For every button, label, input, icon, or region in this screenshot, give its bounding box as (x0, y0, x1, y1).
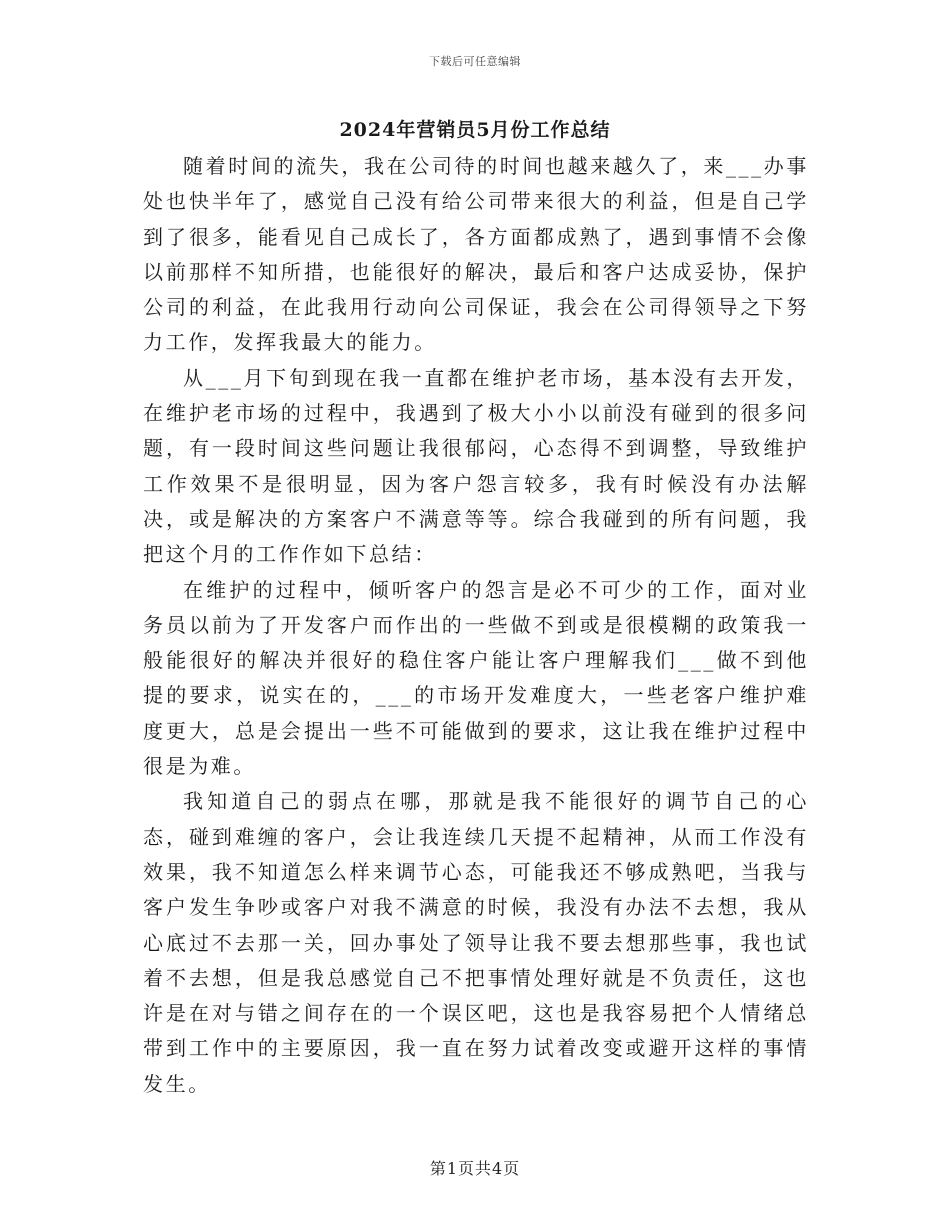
page-number: 第1页共4页 (429, 1159, 521, 1178)
document-body (143, 149, 809, 1102)
document-title: 2024年营销员5月份工作总结 (339, 119, 611, 141)
paragraph: 在维护的过程中，倾听客户的怨言是必不可少的工作，面对业务员以前为了开发客户而作出的一些做不到或是很模糊的政策我一般能很好的解决并很好的稳住客户能让客户理解我们___做不到他提的要求，说实在的，___的市场开发难度大，一些老客户维护难度更大，总是会提出一些不可能做到的要求，这让我在维护过程中很是为难。 (143, 577, 809, 779)
paragraph: 我知道自己的弱点在哪，那就是我不能很好的调节自己的心态，碰到难缠的客户，会让我连续几天提不起精神，从而工作没有效果，我不知道怎么样来调节心态，可能我还不够成熟吧，当我与客户发生争吵或客户对我不满意的时候，我没有办法不去想，我从心底过不去那一关，回办事处了领导让我不要去想那些事，我也试着不去想，但是我总感觉自己不把事情处理好就是不负责任，这也许是在对与错之间存在的一个误区吧，这也是我容易把个人情绪总带到工作中的主要原因，我一直在努力试着改变或避开这样的事情发生。 (143, 789, 809, 1096)
header-note: 下载后可任意编辑 (429, 55, 521, 68)
paragraph: 随着时间的流失，我在公司待的时间也越来越久了，来___办事处也快半年了，感觉自己没有给公司带来很大的利益，但是自己学到了很多，能看见自己成长了，各方面都成熟了，遇到事情不会像以前那样不知所措，也能很好的解决，最后和客户达成妥协，保护公司的利益，在此我用行动向公司保证，我会在公司得领导之下努力工作，发挥我最大的能力。 (143, 154, 809, 355)
paragraph: 从___月下旬到现在我一直都在维护老市场，基本没有去开发，在维护老市场的过程中，我遇到了极大小小以前没有碰到的很多问题，有一段时间这些问题让我很郁闷，心态得不到调整，导致维护工作效果不是很明显，因为客户怨言较多，我有时候没有办法解决，或是解决的方案客户不满意等等。综合我碰到的所有问题，我把这个月的工作作如下总结： (143, 365, 809, 567)
